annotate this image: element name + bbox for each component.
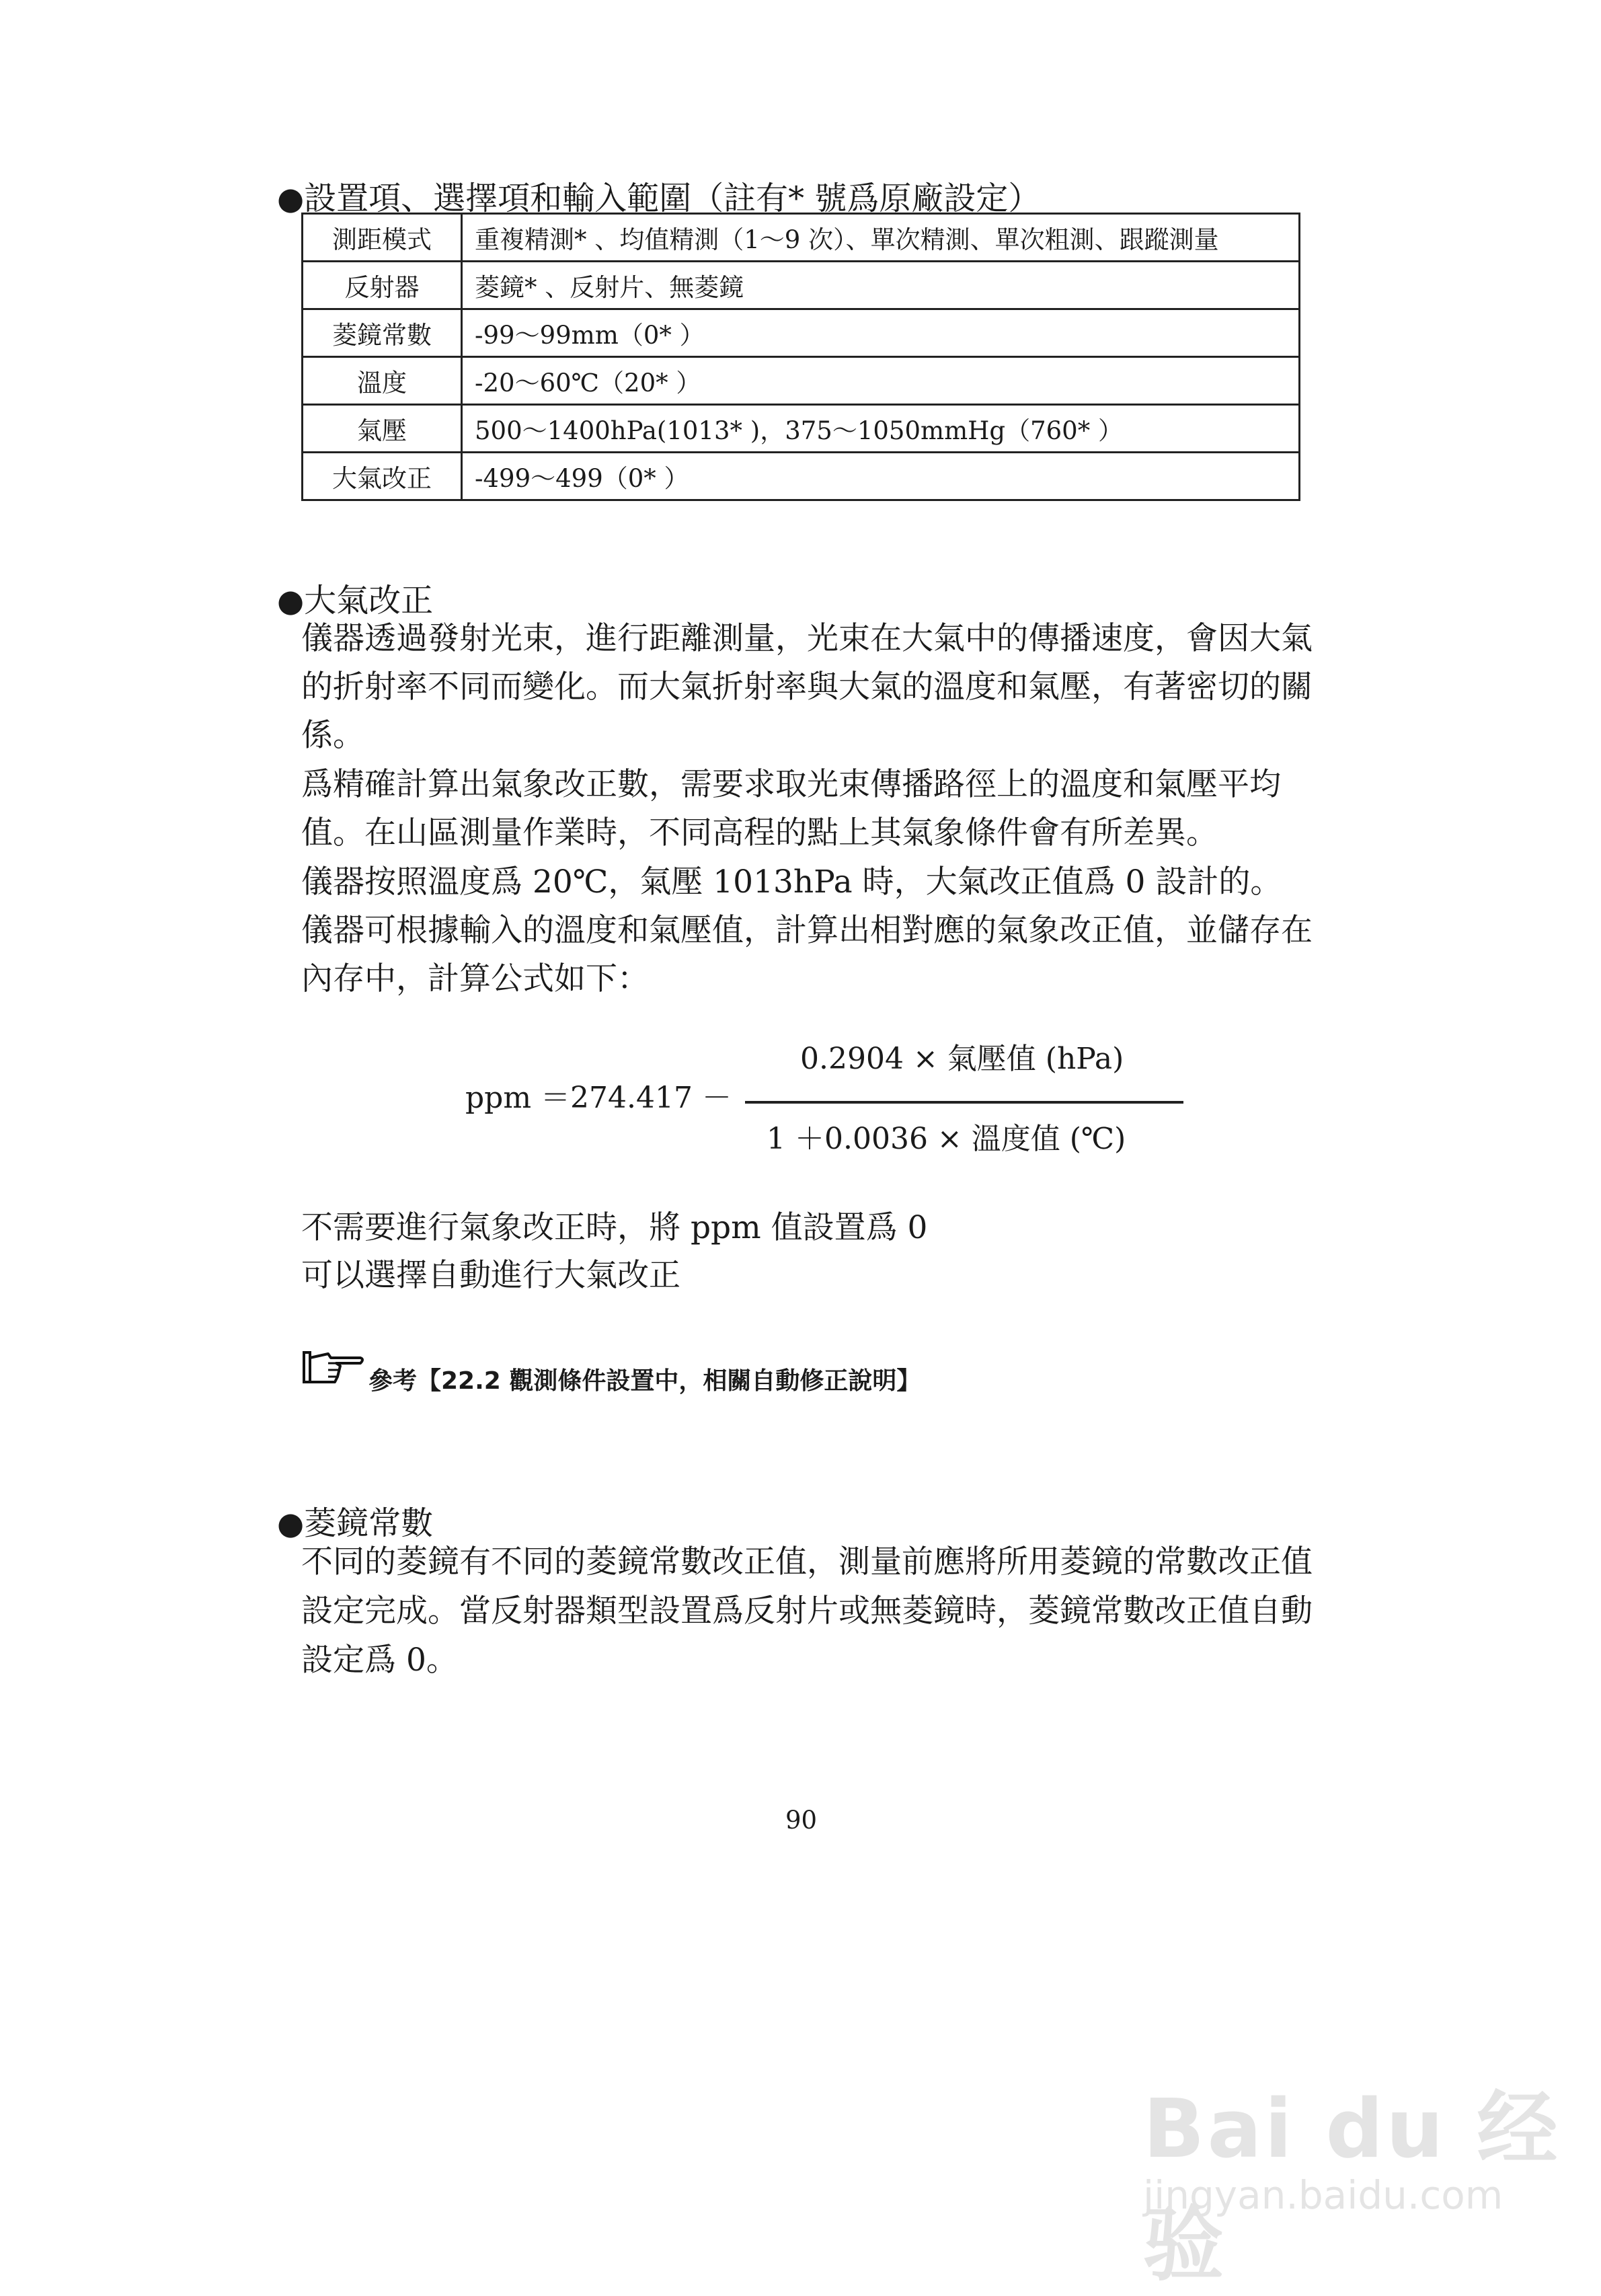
table-row-label: 測距模式 <box>303 214 462 262</box>
formula-numerator: 0.2904 × 氣壓值 (hPa) <box>800 1042 1124 1076</box>
section-heading-text: 設置項、選擇項和輸入範圍（註有* 號爲原廠設定） <box>304 180 1041 217</box>
watermark-logo: Bai du 经验 <box>1143 2083 1561 2292</box>
atmos-line: 爲精確計算出氣象改正數，需要求取光束傳播路徑上的溫度和氣壓平均 <box>301 766 1281 803</box>
atmos-heading-text: 大氣改正 <box>304 582 434 619</box>
watermark-url: jingyan.baidu.com <box>1143 2172 1504 2218</box>
page-number: 90 <box>785 1806 818 1835</box>
prism-line: 不同的菱鏡有不同的菱鏡常數改正值，測量前應將所用菱鏡的常數改正值 <box>301 1543 1313 1580</box>
atmos-line: 值。在山區測量作業時，不同高程的點上其氣象條件會有所差異。 <box>301 814 1218 851</box>
table-row <box>303 309 1300 357</box>
table-row-label: 溫度 <box>303 357 462 405</box>
prism-line: 設定完成。當反射器類型設置爲反射片或無菱鏡時，菱鏡常數改正值自動 <box>301 1593 1313 1630</box>
table-row-value: -99～99mm（0* ） <box>462 309 1300 357</box>
table-row-value: -499～499（0* ） <box>462 453 1300 500</box>
atmos-line: 的折射率不同而變化。而大氣折射率與大氣的溫度和氣壓，有著密切的關 <box>301 668 1313 705</box>
bullet-icon: ● <box>277 1505 305 1541</box>
note-line: 可以選擇自動進行大氣改正 <box>301 1257 680 1294</box>
bullet-icon: ● <box>277 582 305 619</box>
formula-lhs: ppm ＝274.417 － <box>465 1081 732 1115</box>
atmos-line: 儀器按照溫度爲 20℃，氣壓 1013hPa 時，大氣改正值爲 0 設計的。 <box>301 864 1282 901</box>
section-heading <box>277 172 1040 219</box>
note-line: 不需要進行氣象改正時，將 ppm 值設置爲 0 <box>301 1209 928 1246</box>
atmos-line: 儀器可根據輸入的溫度和氣壓值，計算出相對應的氣象改正值，並儲存在 <box>301 912 1313 949</box>
table-row-label: 菱鏡常數 <box>303 309 462 357</box>
table-row-label: 大氣改正 <box>303 453 462 500</box>
table-row-value: 菱鏡* 、反射片、無菱鏡 <box>462 262 1300 309</box>
table-row <box>303 357 1300 405</box>
table-row-value: -20～60℃（20* ） <box>462 357 1300 405</box>
atmos-line: 係。 <box>301 717 364 754</box>
prism-heading-text: 菱鏡常數 <box>304 1504 434 1542</box>
prism-line: 設定爲 0。 <box>301 1642 458 1679</box>
table-row-label: 氣壓 <box>303 405 462 453</box>
table-row <box>303 405 1300 453</box>
table-row <box>303 214 1300 262</box>
formula-denominator: 1 ＋0.0036 × 溫度值 (℃) <box>767 1122 1126 1156</box>
reference-text[interactable]: 參考【22.2 觀測條件設置中，相關自動修正說明】 <box>368 1367 921 1395</box>
atmos-heading <box>277 574 433 621</box>
bullet-icon: ● <box>277 180 305 217</box>
atmos-line: 儀器透過發射光束，進行距離測量，光束在大氣中的傳播速度，會因大氣 <box>301 620 1313 657</box>
table-row <box>303 453 1300 500</box>
fraction-bar <box>745 1101 1183 1104</box>
prism-heading <box>277 1497 433 1543</box>
table-row-label: 反射器 <box>303 262 462 309</box>
table-row-value: 重複精測* 、均值精測（1～9 次）、單次精測、單次粗測、跟蹤測量 <box>462 214 1300 262</box>
table-row <box>303 262 1300 309</box>
pointing-hand-icon <box>301 1348 366 1389</box>
atmos-line: 內存中，計算公式如下： <box>301 960 649 997</box>
settings-table <box>301 213 1300 501</box>
table-row-value: 500～1400hPa(1013* )，375～1050mmHg（760* ） <box>462 405 1300 453</box>
